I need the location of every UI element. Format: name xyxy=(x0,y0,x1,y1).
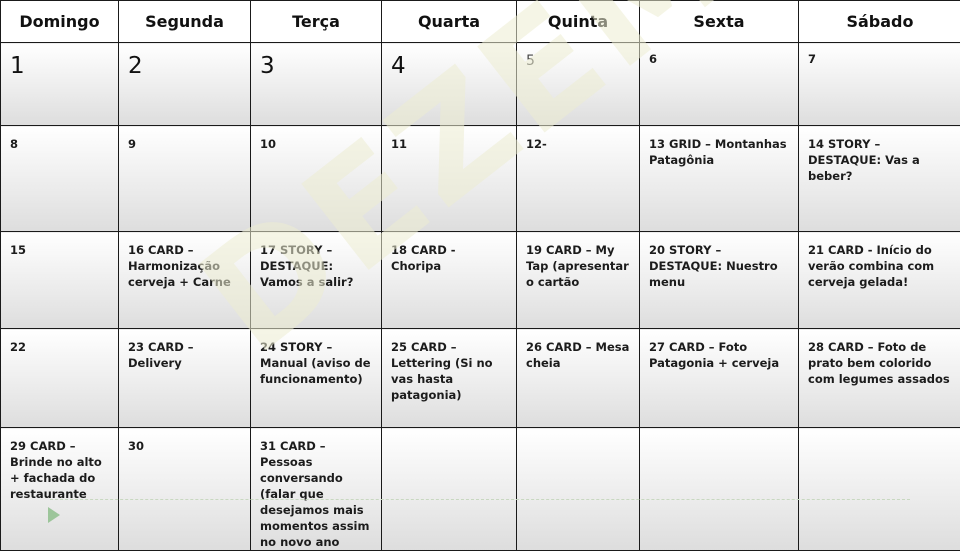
day-entry: 26 CARD – Mesa cheia xyxy=(526,339,630,371)
day-entry: 24 STORY – Manual (aviso de funcionamento) xyxy=(260,339,372,387)
week-row xyxy=(1,232,960,329)
day-cell[interactable] xyxy=(517,232,640,329)
day-entry: 10 xyxy=(260,136,372,152)
day-cell[interactable] xyxy=(251,43,382,126)
day-entry: 15 xyxy=(10,242,109,258)
day-entry: 14 STORY – DESTAQUE: Vas a beber? xyxy=(808,136,952,184)
day-number: 1 xyxy=(10,51,109,81)
week-row xyxy=(1,126,960,232)
slide-guide-line xyxy=(50,499,910,500)
weekday-header: Sexta xyxy=(640,1,799,43)
day-entry: 9 xyxy=(128,136,241,152)
weekday-header: Segunda xyxy=(119,1,251,43)
day-number: 2 xyxy=(128,51,241,81)
day-entry: 28 CARD – Foto de prato bem colorido com legumes assados xyxy=(808,339,952,387)
day-cell[interactable] xyxy=(382,126,517,232)
day-cell[interactable] xyxy=(517,43,640,126)
day-cell[interactable] xyxy=(119,43,251,126)
day-cell[interactable] xyxy=(1,428,119,551)
day-cell[interactable] xyxy=(1,43,119,126)
day-cell[interactable] xyxy=(640,43,799,126)
day-cell[interactable] xyxy=(382,232,517,329)
play-icon[interactable] xyxy=(48,507,60,523)
weekday-header: Terça xyxy=(251,1,382,43)
day-cell[interactable] xyxy=(640,428,799,551)
day-entry: 29 CARD – Brinde no alto + fachada do restaurante xyxy=(10,438,109,502)
day-entry: 8 xyxy=(10,136,109,152)
day-cell[interactable] xyxy=(799,126,960,232)
day-number: 4 xyxy=(391,51,507,81)
day-entry: 18 CARD - Choripa xyxy=(391,242,507,274)
day-cell[interactable] xyxy=(119,126,251,232)
weekday-header: Domingo xyxy=(1,1,119,43)
day-cell[interactable] xyxy=(1,126,119,232)
day-cell[interactable] xyxy=(640,329,799,428)
day-entry: 25 CARD – Lettering (Si no vas hasta patagonia) xyxy=(391,339,507,403)
day-cell[interactable] xyxy=(119,428,251,551)
day-cell[interactable] xyxy=(119,329,251,428)
week-row xyxy=(1,329,960,428)
weekday-header: Quarta xyxy=(382,1,517,43)
day-cell[interactable] xyxy=(251,428,382,551)
day-cell[interactable] xyxy=(382,428,517,551)
day-number: 7 xyxy=(808,51,952,67)
day-entry: 19 CARD – My Tap (apresentar o cartão xyxy=(526,242,630,290)
day-cell[interactable] xyxy=(799,43,960,126)
day-entry: 20 STORY – DESTAQUE: Nuestro menu xyxy=(649,242,789,290)
day-cell[interactable] xyxy=(1,232,119,329)
day-cell[interactable] xyxy=(799,428,960,551)
weekday-header: Quinta xyxy=(517,1,640,43)
day-cell[interactable] xyxy=(517,329,640,428)
day-number: 5 xyxy=(526,51,630,71)
day-entry: 31 CARD – Pessoas conversando (falar que desejamos mais momentos assim no novo ano xyxy=(260,438,372,550)
day-entry: 27 CARD – Foto Patagonia + cerveja xyxy=(649,339,789,371)
day-number: 3 xyxy=(260,51,372,81)
day-cell[interactable] xyxy=(119,232,251,329)
day-cell[interactable] xyxy=(517,428,640,551)
weekday-header: Sábado xyxy=(799,1,960,43)
day-entry: 11 xyxy=(391,136,507,152)
day-cell[interactable] xyxy=(799,329,960,428)
day-entry: 12- xyxy=(526,136,630,152)
day-cell[interactable] xyxy=(382,329,517,428)
day-entry: 13 GRID – Montanhas Patagônia xyxy=(649,136,789,168)
day-entry: 17 STORY – DESTAQUE: Vamos a salir? xyxy=(260,242,372,290)
week-row xyxy=(1,428,960,551)
day-cell[interactable] xyxy=(251,232,382,329)
day-cell[interactable] xyxy=(251,126,382,232)
day-cell[interactable] xyxy=(251,329,382,428)
week-row xyxy=(1,43,960,126)
day-number: 6 xyxy=(649,51,789,67)
day-cell[interactable] xyxy=(640,232,799,329)
day-cell[interactable] xyxy=(1,329,119,428)
day-cell[interactable] xyxy=(640,126,799,232)
day-entry: 16 CARD – Harmonização cerveja + Carne xyxy=(128,242,241,290)
day-entry: 22 xyxy=(10,339,109,355)
weekday-header-row xyxy=(1,1,960,43)
day-cell[interactable] xyxy=(799,232,960,329)
day-cell[interactable] xyxy=(517,126,640,232)
day-entry: 23 CARD – Delivery xyxy=(128,339,241,371)
day-entry: 30 xyxy=(128,438,241,454)
day-entry: 21 CARD - Início do verão combina com cerveja gelada! xyxy=(808,242,952,290)
day-cell[interactable] xyxy=(382,43,517,126)
